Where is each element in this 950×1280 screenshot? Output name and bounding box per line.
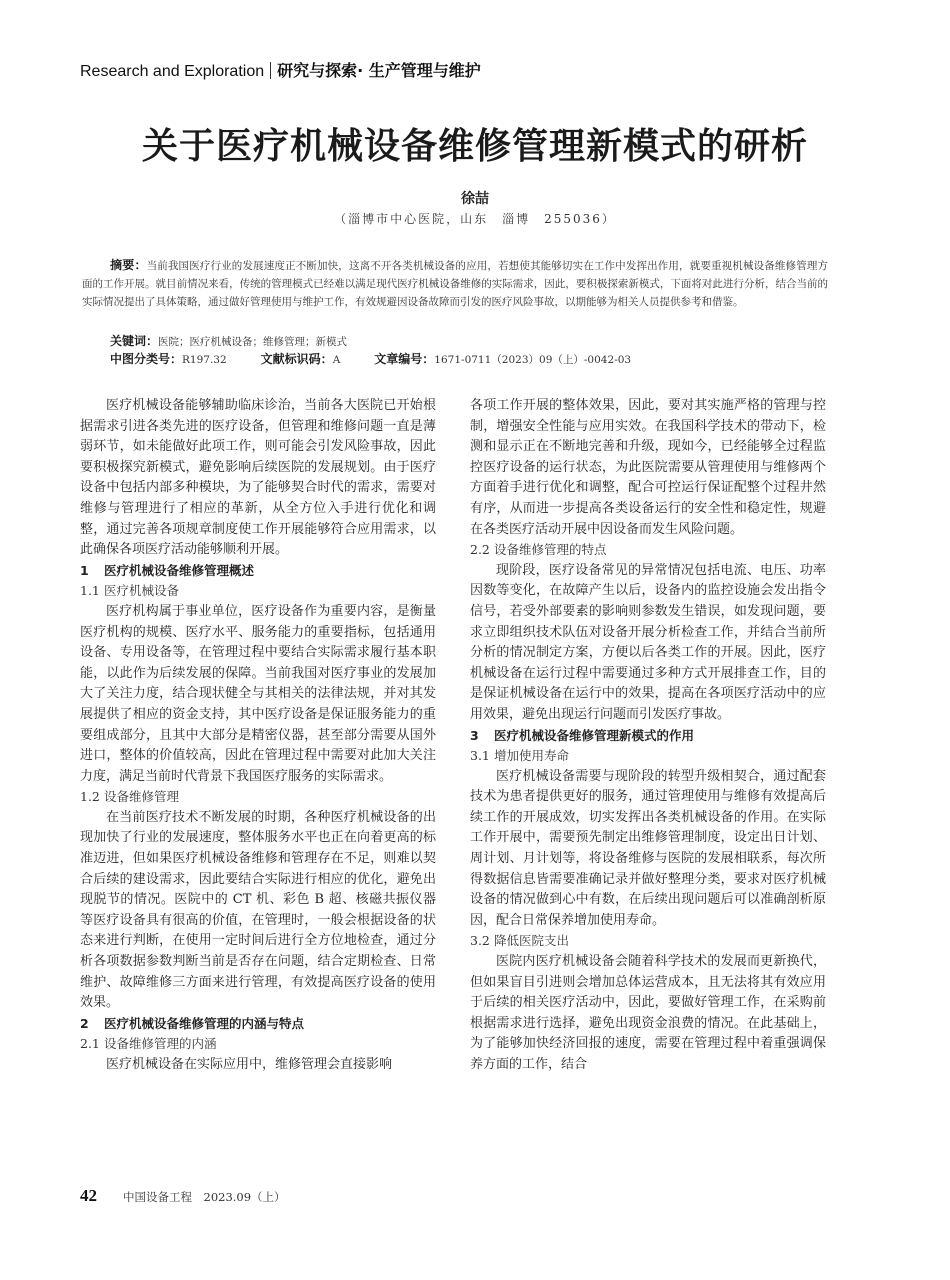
clc-value: R197.32 xyxy=(182,354,227,366)
abstract xyxy=(82,256,828,311)
section-title: 医疗机械设备维修管理新模式的作用 xyxy=(494,727,695,743)
header-divider xyxy=(270,62,271,79)
doc-code-value: A xyxy=(332,354,341,366)
author-affiliation: （淄博市中心医院，山东 淄博 255036） xyxy=(334,212,616,226)
subsection-number: 1.2 xyxy=(80,789,100,805)
subsection-title: 增加使用寿命 xyxy=(494,748,570,764)
author-name: 徐喆 xyxy=(461,191,489,207)
subsection-heading-1-2 xyxy=(80,787,436,808)
right-column xyxy=(470,396,826,1076)
classification-line xyxy=(110,350,631,367)
section-number: 2 xyxy=(80,1015,89,1031)
section-title: 医疗机械设备维修管理的内涵与特点 xyxy=(104,1015,305,1031)
subsection-heading-2-1 xyxy=(80,1034,436,1055)
subsection-number: 1.1 xyxy=(80,583,100,599)
keywords-label: 关键词： xyxy=(110,334,159,348)
body-paragraph: 医疗机械设备需要与现阶段的转型升级相契合，通过配套技术为患者提供更好的服务，通过管理使用与维修有效提高后续工作的开展成效，切实发挥出各类机械设备的作用。在实际工作开展中，需要预先制定出维修管理制度，设定出日计划、周计划、月计划等，将设备维修与医院的发展相联系，每次所得数据信息皆需要准确记录并做好整理分类，要求对医疗机械设备的情况做到心中有数，在后续出现问题后可以准确剖析原因，配合日常保养增加使用寿命。 xyxy=(470,768,826,928)
clc-label: 中图分类号： xyxy=(110,352,183,366)
subsection-heading-3-1 xyxy=(470,746,826,767)
body-paragraph: 医疗机构属于事业单位，医疗设备作为重要内容，是衡量医疗机构的规模、医疗水平、服务能力的重要指标，包括通用设备、专用设备等，在管理过程中要结合实际需求履行基本职能，以此作为后续发展的保障。当前我国对医疗事业的发展加大了关注力度，结合现状健全与其相关的法律法规，并对其发展提供了相应的资金支持，其中医疗设备是保证服务能力的重要组成部分，且其中大部分是精密仪器，甚至部分需要从国外进口，整体的价值较高，因此在管理过程中需要对此加大关注力度，满足当前时代背景下我国医疗服务的实际需求。 xyxy=(80,603,436,784)
section-number: 1 xyxy=(80,562,89,578)
abstract-text: 当前我国医疗行业的发展速度正不断加快，这离不开各类机械设备的应用，若想使其能够切实在工作中发挥出作用，就要重视机械设备维修管理方面的工作开展。就目前情况来看，传统的管理模式已经难以满足现代医疗机械设备维修的实际需求，因此，要积极探索新模式，下面将对此进行分析，结合当前的实际情况提出了具体策略，通过做好管理使用与维护工作，有效规避因设备故障而引发的医疗风险事故，以期能够为相关人员提供参考和借鉴。 xyxy=(82,260,828,308)
section-title: 医疗机械设备维修管理概述 xyxy=(104,562,255,578)
article-number-label: 文章编号： xyxy=(374,352,435,366)
section-heading-1 xyxy=(80,561,436,582)
body-paragraph: 医院内医疗机械设备会随着科学技术的发展而更新换代，但如果盲目引进则会增加总体运营成本，且无法将其有效应用于后续的相关医疗活动中，因此，要做好管理工作，在采购前根据需求进行选择，避免出现资金浪费的情况。在此基础上，为了能够加快经济回报的速度，需要在管理过程中着重强调保养方面的工作，结合 xyxy=(470,954,826,1072)
subsection-heading-1-1 xyxy=(80,581,436,602)
left-column xyxy=(80,396,436,1076)
keywords-line xyxy=(110,332,347,349)
subsection-number: 3.2 xyxy=(470,933,490,949)
body-paragraph-continued: 各项工作开展的整体效果，因此，要对其实施严格的管理与控制，增强安全性能与应用实效。在我国科学技术的带动下，检测和显示正在不断地完善和升级，现如今，已经能够全过程监控医疗设备的运行状态，为此医院需要从管理使用与维修两个方面着手进行优化和调整，配合可控运行保证配整个过程井然有序，从而进一步提高各类设备运行的安全性和稳定性，规避在各类医疗活动开展中因设备而发生风险问题。 xyxy=(470,398,826,537)
section-number: 3 xyxy=(470,727,479,743)
section-heading-2 xyxy=(80,1014,436,1035)
header-english: Research and Exploration xyxy=(80,63,265,80)
abstract-label: 摘要： xyxy=(110,258,147,272)
subsection-title: 设备维修管理的内涵 xyxy=(104,1036,217,1052)
article-number-value: 1671-0711（2023）09（上）-0042-03 xyxy=(434,354,632,366)
subsection-heading-3-2 xyxy=(470,931,826,952)
journal-issue: 中国设备工程 2023.09（上） xyxy=(123,1190,286,1204)
body-paragraph: 医疗机械设备在实际应用中，维修管理会直接影响 xyxy=(106,1057,393,1072)
subsection-number: 3.1 xyxy=(470,748,490,764)
subsection-number: 2.1 xyxy=(80,1036,100,1052)
page-footer xyxy=(80,1186,286,1206)
subsection-title: 医疗机械设备 xyxy=(104,583,180,599)
running-header xyxy=(80,58,481,81)
body-paragraph: 医疗机械设备能够辅助临床诊治，当前各大医院已开始根据需求引进各类先进的医疗设备，但管理和维修问题一直是薄弱环节，如未能做好此项工作，则可能会引发风险事故，因此要积极探究新模式，避免影响后续医院的发展规划。由于医疗设备中包括内部多种模块，为了能够契合时代的需求，需要对维修与管理进行了相应的革新，从全方位入手进行优化和调整，通过完善各项规章制度使工作开展能够符合应用需求，以此确保各项医疗活动能够顺利开展。 xyxy=(80,398,436,558)
subsection-number: 2.2 xyxy=(470,542,490,558)
section-heading-3 xyxy=(470,726,826,747)
subsection-heading-2-2 xyxy=(470,540,826,561)
subsection-title: 设备维修管理的特点 xyxy=(494,542,607,558)
subsection-title: 降低医院支出 xyxy=(494,933,570,949)
subsection-title: 设备维修管理 xyxy=(104,789,180,805)
page-number: 42 xyxy=(80,1186,97,1205)
article-title: 关于医疗机械设备维修管理新模式的研析 xyxy=(141,126,808,167)
header-section: 研究与探索· 生产管理与维护 xyxy=(277,61,481,80)
doc-code-label: 文献标识码： xyxy=(260,352,333,366)
keywords-text: 医院；医疗机械设备；维修管理；新模式 xyxy=(158,336,348,348)
body-paragraph: 现阶段，医疗设备常见的异常情况包括电流、电压、功率因数等变化，在故障产生以后，设备内的监控设施会发出指令信号，若受外部要素的影响则参数发生错误，如发现问题，要求立即组织技术队伍对设备开展分析检查工作，并结合当前所分析的情况制定方案，方便以后各类工作的开展。因此，医疗机械设备在运行过程中需要通过多种方式开展排查工作，目的是保证机械设备在运行中的效果，提高在各项医疗活动中的应用效果，避免出现运行问题而引发医疗事故。 xyxy=(470,562,826,722)
body-paragraph: 在当前医疗技术不断发展的时期，各种医疗机械设备的出现加快了行业的发展速度，整体服务水平也正在向着更高的标准迈进，但如果医疗机械设备维修和管理存在不足，则难以契合后续的建设需求，因此要结合实际进行相应的优化，避免出现脱节的情况。医院中的 CT 机、彩色 B 超、核磁共振仪器等医疗设备具有很高的价值，在管理时，一般会根据设备的状态来进行判断，在使用一定时间后进行全方位地检查，通过分析各项数据参数判断当前是否存在问题，结合定期检查、日常维护、故障维修三方面来进行管理，有效提高医疗设备的使用效果。 xyxy=(80,809,436,1011)
